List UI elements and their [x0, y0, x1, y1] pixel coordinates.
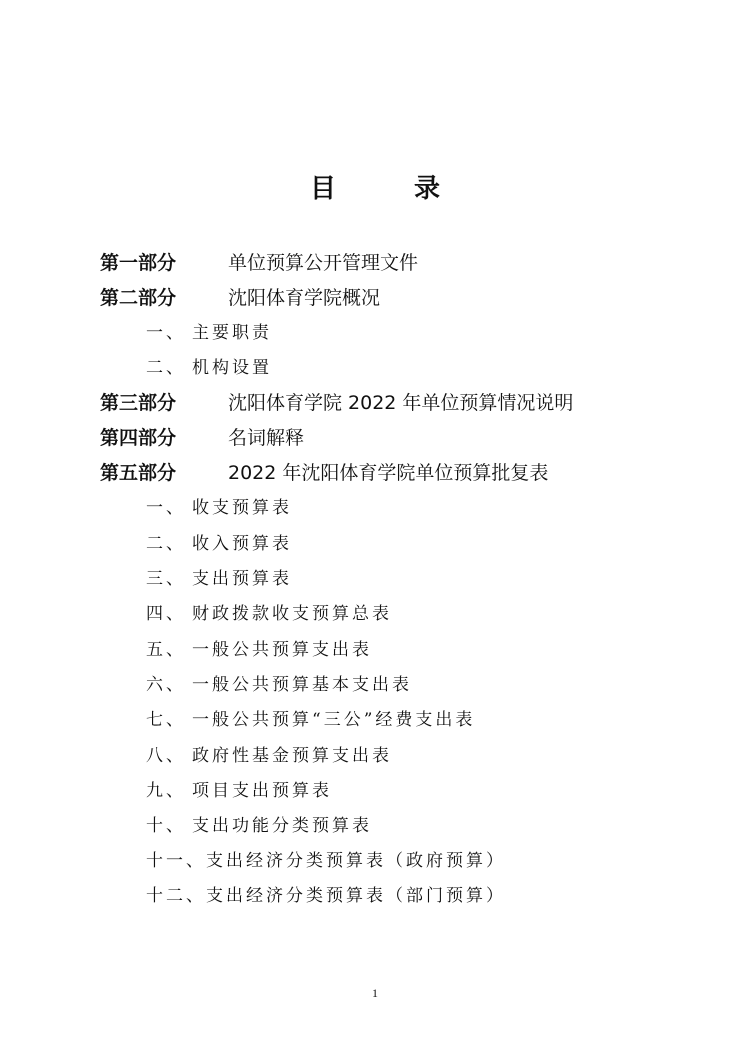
page-number: 1: [372, 986, 378, 1000]
item-name: 支出功能分类预算表: [192, 816, 372, 836]
toc-part-2[interactable]: [100, 283, 380, 313]
part-name: 沈阳体育学院 2022 年单位预算情况说明: [228, 392, 574, 414]
item-name: 支出预算表: [192, 569, 292, 589]
part-label: 第四部分: [100, 427, 177, 449]
item-number: 十、: [146, 816, 186, 836]
item-number: 十二、: [146, 886, 206, 906]
item-name: 一般公共预算支出表: [192, 640, 372, 660]
item-number: 五、: [146, 640, 186, 660]
toc-item-5-3[interactable]: [146, 564, 292, 594]
item-number: 四、: [146, 604, 186, 624]
toc-part-4[interactable]: [100, 423, 304, 453]
toc-item-5-10[interactable]: [146, 811, 372, 841]
item-name: 机构设置: [192, 358, 272, 378]
toc-part-3[interactable]: [100, 388, 573, 418]
toc-item-5-4[interactable]: [146, 599, 392, 629]
toc-item-5-6[interactable]: [146, 670, 412, 700]
item-number: 二、: [146, 534, 186, 554]
toc-item-5-12[interactable]: [146, 881, 506, 911]
item-name: 主要职责: [192, 323, 272, 343]
part-name: 单位预算公开管理文件: [228, 252, 419, 274]
item-number: 七、: [146, 710, 186, 730]
toc-part-5[interactable]: [100, 458, 548, 488]
page-title: 目 录: [309, 174, 466, 204]
toc-item-5-5[interactable]: [146, 635, 372, 665]
item-name: 支出经济分类预算表（政府预算）: [206, 851, 506, 871]
item-name: 收入预算表: [192, 534, 292, 554]
toc-item-5-2[interactable]: [146, 529, 292, 559]
item-number: 八、: [146, 746, 186, 766]
toc-item-5-8[interactable]: [146, 741, 392, 771]
part-name: 2022 年沈阳体育学院单位预算批复表: [228, 462, 549, 484]
toc-item-5-9[interactable]: [146, 776, 332, 806]
toc-item-5-11[interactable]: [146, 846, 506, 876]
item-number: 九、: [146, 781, 186, 801]
item-name: 一般公共预算基本支出表: [192, 675, 412, 695]
part-label: 第二部分: [100, 287, 177, 309]
item-number: 一、: [146, 498, 186, 518]
item-number: 二、: [146, 358, 186, 378]
item-name: 一般公共预算“三公”经费支出表: [192, 710, 476, 730]
item-number: 三、: [146, 569, 186, 589]
item-name: 政府性基金预算支出表: [192, 746, 392, 766]
toc-part-1[interactable]: [100, 248, 418, 278]
toc-item-2-2[interactable]: [146, 353, 272, 383]
item-number: 十一、: [146, 851, 206, 871]
item-name: 支出经济分类预算表（部门预算）: [206, 886, 506, 906]
item-name: 项目支出预算表: [192, 781, 332, 801]
toc-item-2-1[interactable]: [146, 318, 272, 348]
item-number: 一、: [146, 323, 186, 343]
item-name: 收支预算表: [192, 498, 292, 518]
item-number: 六、: [146, 675, 186, 695]
toc-item-5-1[interactable]: [146, 493, 292, 523]
toc-item-5-7[interactable]: [146, 705, 475, 735]
part-label: 第一部分: [100, 252, 177, 274]
part-name: 沈阳体育学院概况: [228, 287, 381, 309]
part-label: 第五部分: [100, 462, 177, 484]
item-name: 财政拨款收支预算总表: [192, 604, 392, 624]
part-label: 第三部分: [100, 392, 177, 414]
part-name: 名词解释: [228, 427, 305, 449]
